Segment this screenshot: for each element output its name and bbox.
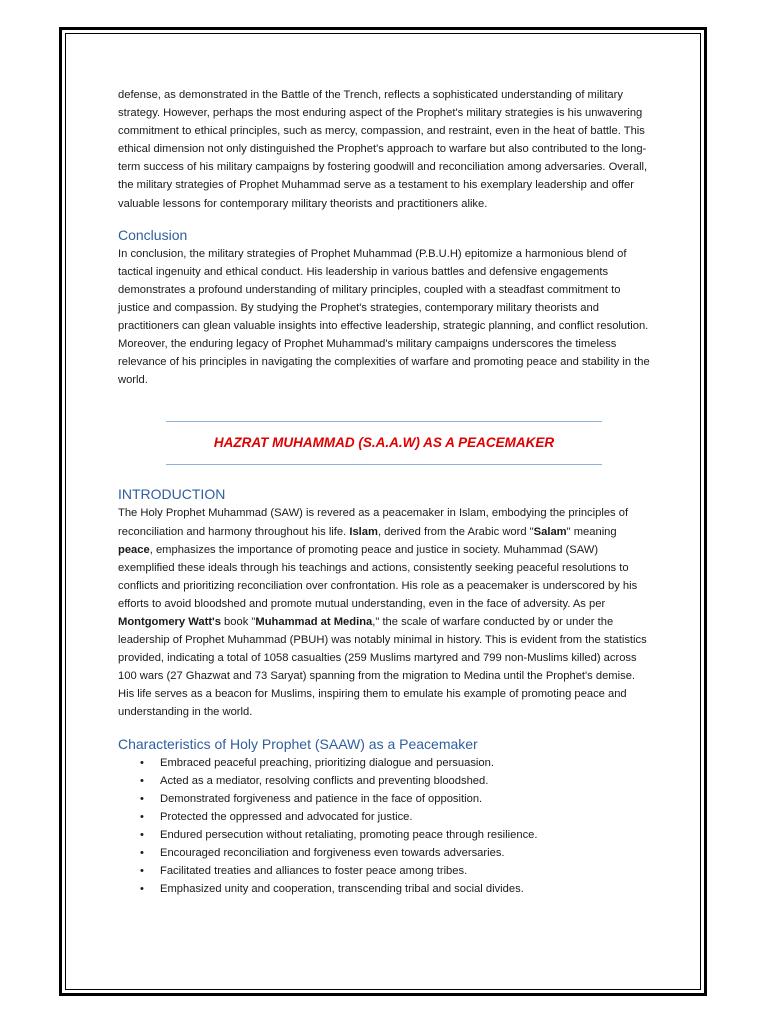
- conclusion-heading: Conclusion: [118, 226, 188, 243]
- section-title-block: [166, 421, 602, 465]
- intro-bold-author: Montgomery Watt's: [118, 615, 221, 628]
- list-item: • Facilitated treaties and alliances to foster peace among tribes.: [160, 862, 650, 880]
- intro-bold-book: Muhammad at Medina: [255, 615, 373, 628]
- intro-text-2: , derived from the Arabic word ": [377, 525, 534, 538]
- intro-text-4: , emphasizes the importance of promoting peace and justice in society. Muhammad (SAW) exemplified these ideals through his teachings and actions, consistently seeking peaceful resolutions to conflicts and prioritizing reconciliation over confrontation. His role as a peacemaker is underscored by his efforts to avoid bloodshed and promote mutual understanding, even in the face of adversity. As per: [118, 543, 638, 610]
- introduction-paragraph: [118, 504, 650, 721]
- list-item: • Endured persecution without retaliating, promoting peace through resilience.: [160, 826, 650, 844]
- intro-text-1: The Holy Prophet Muhammad (SAW) is revered as a peacemaker in Islam, embodying the principles of reconciliation and harmony throughout his life.: [118, 507, 629, 538]
- intro-bold-islam: Islam: [349, 525, 378, 538]
- introduction-heading: INTRODUCTION: [118, 486, 226, 503]
- intro-bold-peace: peace: [118, 543, 150, 556]
- section-title: HAZRAT MUHAMMAD (S.A.A.W) AS A PEACEMAKER: [213, 435, 555, 451]
- list-item: • Acted as a mediator, resolving conflicts and preventing bloodshed.: [160, 772, 650, 790]
- top-paragraph: defense, as demonstrated in the Battle of the Trench, reflects a sophisticated understanding of military strategy. However, perhaps the most enduring aspect of the Prophet's military strategies is his unwavering commitment to ethical principles, such as mercy, compassion, and restraint, even in the heat of battle. This ethical dimension not only distinguished the Prophet's approach to warfare but also contributed to the long-term success of his military campaigns by fostering goodwill and reconciliation among adversaries. Overall, the military strategies of Prophet Muhammad serve as a testament to his exemplary leadership and offer valuable lessons for contemporary military theorists and practitioners alike.: [118, 89, 648, 210]
- list-item: • Protected the oppressed and advocated for justice.: [160, 808, 650, 826]
- characteristics-list: [118, 754, 650, 899]
- page-content: [118, 86, 650, 898]
- list-item: • Demonstrated forgiveness and patience in the face of opposition.: [160, 790, 650, 808]
- list-item: • Embraced peaceful preaching, prioritizing dialogue and persuasion.: [160, 754, 650, 772]
- list-item: • Emphasized unity and cooperation, transcending tribal and social divides.: [160, 880, 650, 898]
- title-rule-bottom: [166, 464, 602, 465]
- intro-text-3: " meaning: [566, 525, 617, 538]
- intro-text-6: ," the scale of warfare conducted by or under the leadership of Prophet Muhammad (PBUH) was notably minimal in history. This is evident from the statistics provided, indicating a total of 1058 casualties (259 Muslims martyred and 799 non-Muslims killed) across 100 wars (27 Ghazwat and 73 Saryat) spanning from the migration to Medina until the Prophet's demise. His life serves as a beacon for Muslims, inspiring them to emulate his example of promoting peace and understanding in the world.: [118, 615, 647, 719]
- conclusion-paragraph: In conclusion, the military strategies of Prophet Muhammad (P.B.U.H) epitomize a harmonious blend of tactical ingenuity and ethical conduct. His leadership in various battles and defensive engagements demonstrates a profound understanding of military principles, coupled with a steadfast commitment to justice and compassion. By studying the Prophet's strategies, contemporary military theorists and practitioners can glean valuable insights into effective leadership, strategic planning, and conflict resolution. Moreover, the enduring legacy of Prophet Muhammad's military campaigns underscores the timeless relevance of his principles in navigating the complexities of warfare and promoting peace and stability in the world.: [118, 247, 650, 387]
- list-item: • Encouraged reconciliation and forgiveness even towards adversaries.: [160, 844, 650, 862]
- intro-bold-salam: Salam: [533, 525, 567, 538]
- characteristics-heading: Characteristics of Holy Prophet (SAAW) as a Peacemaker: [118, 735, 478, 752]
- intro-text-5: book ": [220, 615, 256, 628]
